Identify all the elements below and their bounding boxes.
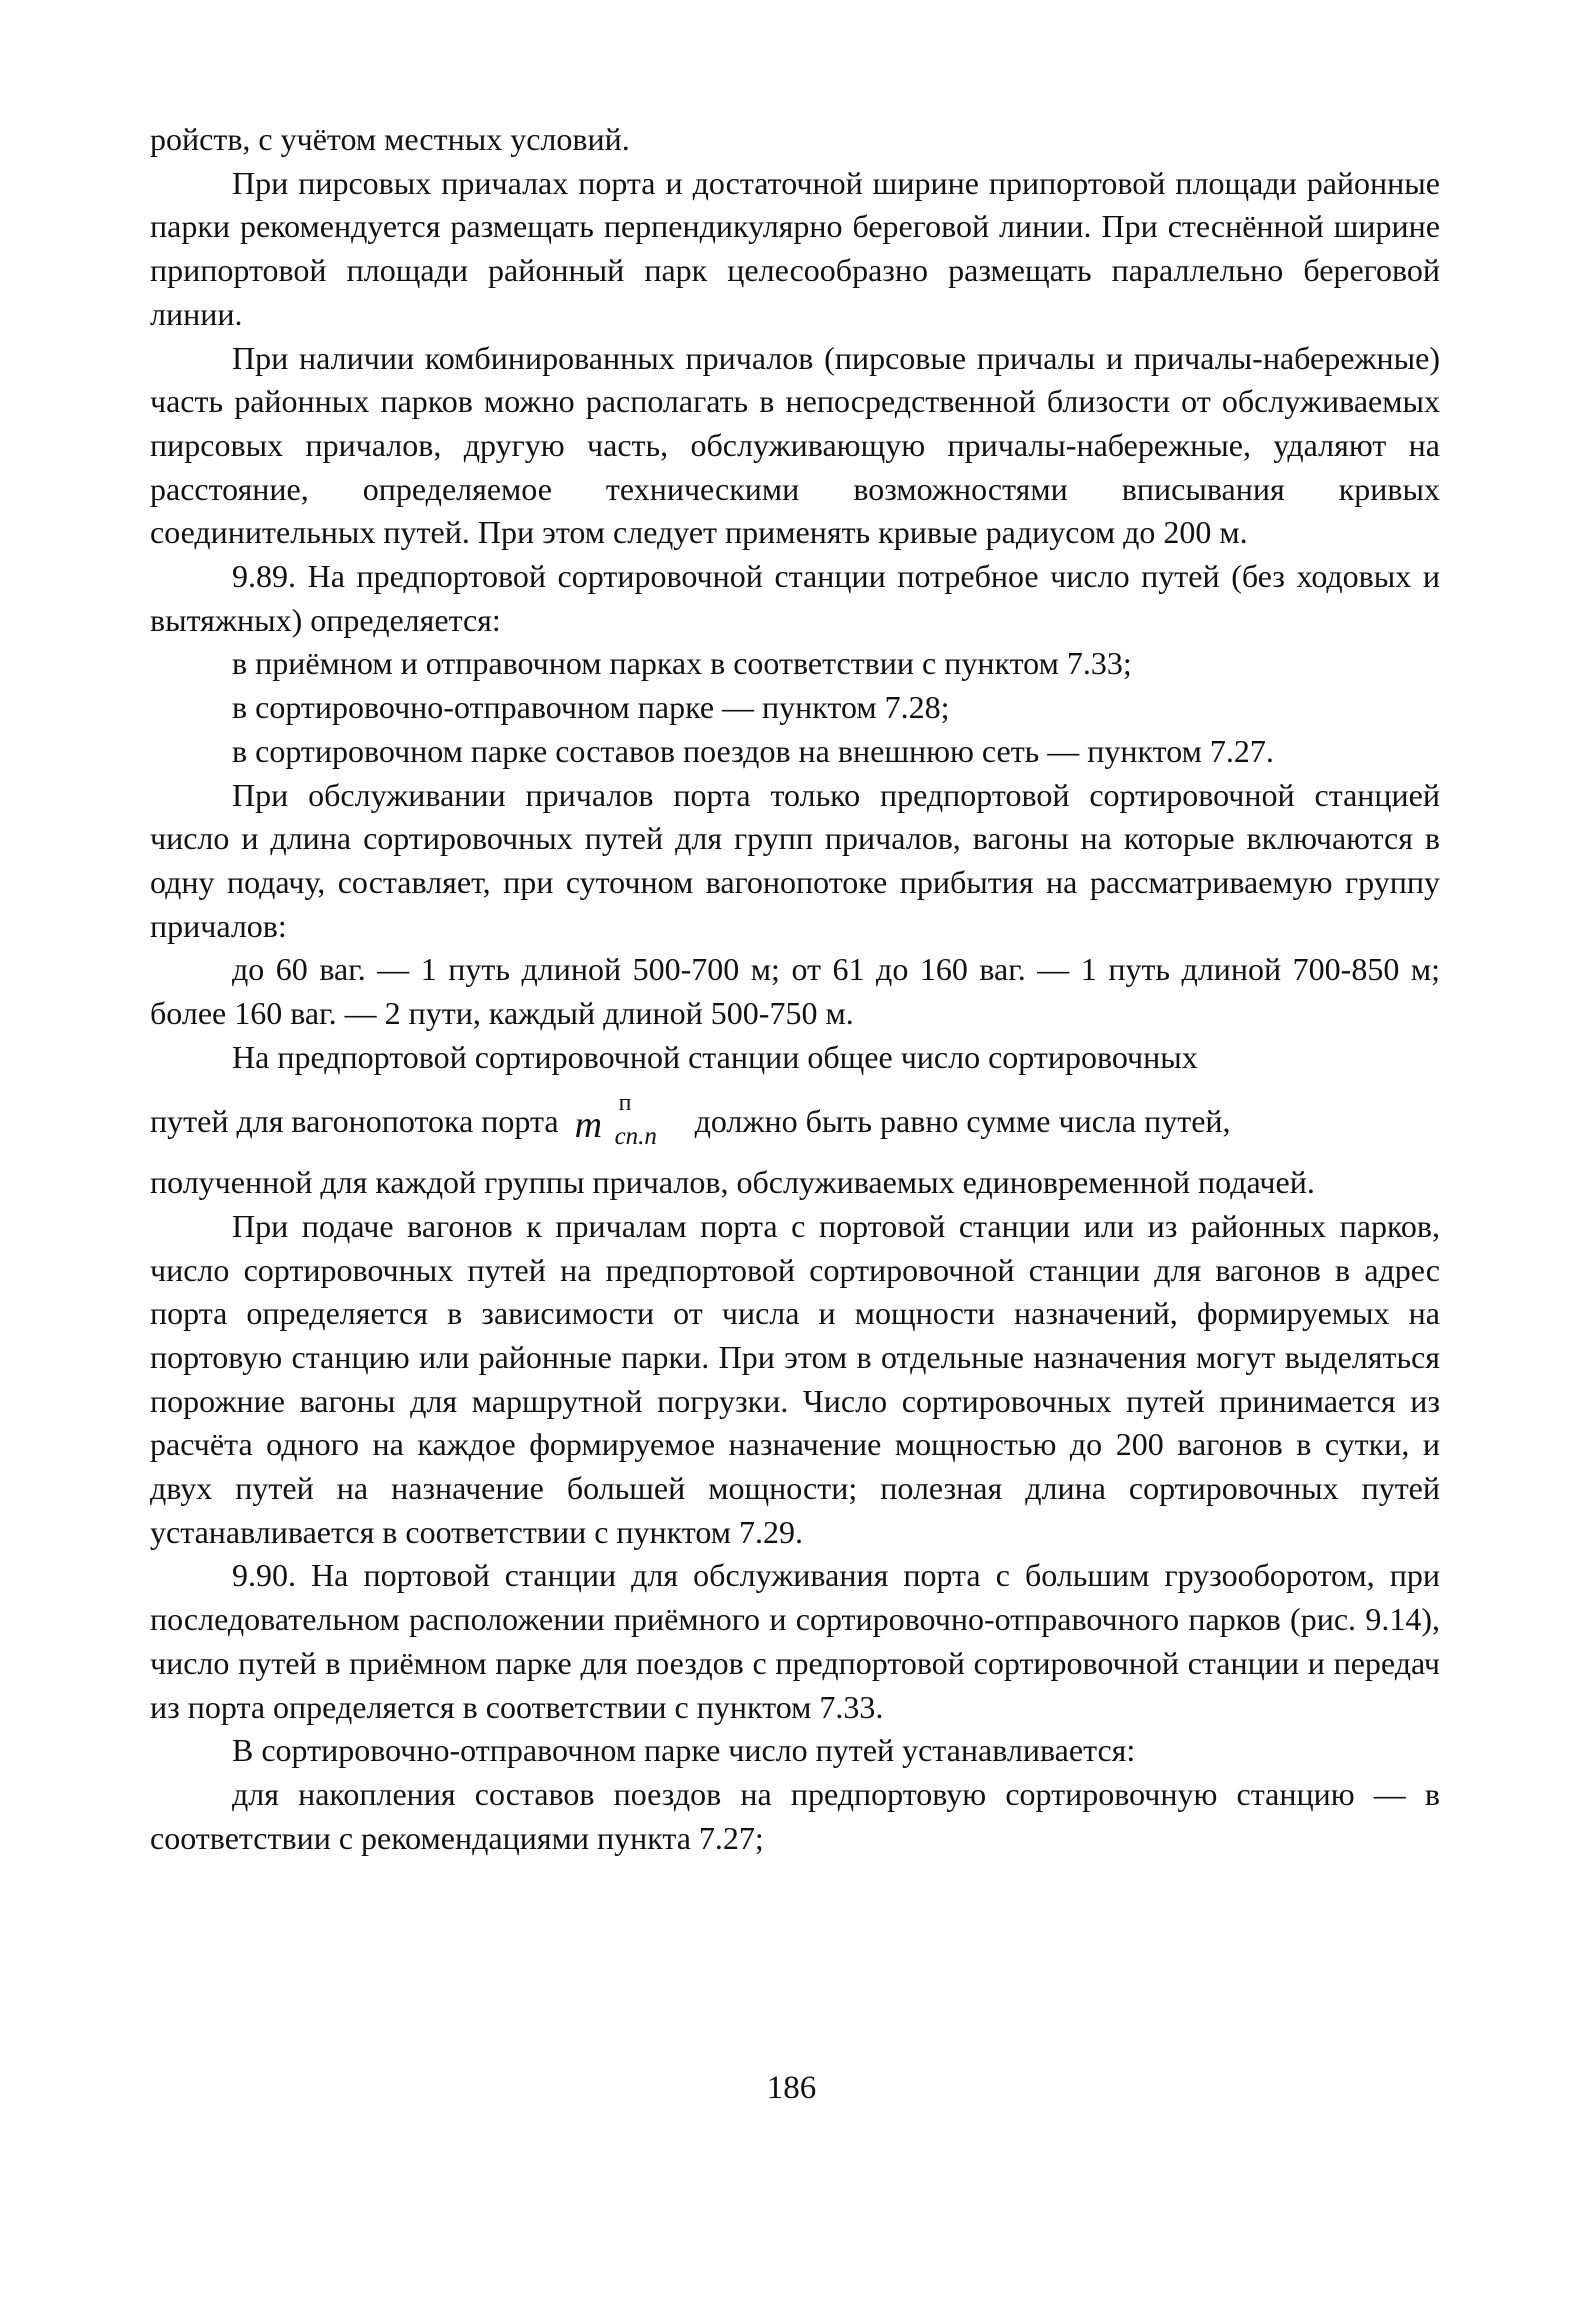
paragraph-pier-berths: При пирсовых причалах порта и достаточной ширине припортовой площади районные парки рекомендуется размещать перпендикулярно береговой линии. При стеснённой ширине припортовой площади районный парк целесообразно размещать параллельно береговой линии.	[150, 164, 1440, 332]
paragraph-combined-berths: При наличии комбинированных причалов (пирсовые причалы и причалы-набережные) часть районных парков можно располагать в непосредственной близости от обслуживаемых пирсовых причалов, другую часть, обслуживающую причалы-набережные, удаляют на расстояние, определяемое техническими возможностями вписывания кривых соединительных путей. При этом следует применять кривые радиусом до 200 м.	[150, 339, 1440, 551]
paragraph-total-tracks-rest: полученной для каждой группы причалов, обслуживаемых единовременной подачей.	[150, 1164, 1315, 1201]
list-item-sorting-park: в сортировочном парке составов поездов на внешнюю сеть — пунктом 7.27.	[232, 732, 1274, 769]
paragraph-berth-service: При обслуживании причалов порта только предпортовой сортировочной станцией число и длина сортировочных путей для групп причалов, вагоны на которые включаются в одну подачу, составляет, при суточном вагонопотоке прибытия на рассматриваемую группу причалов:	[150, 776, 1440, 944]
formula-superscript: п	[618, 1090, 632, 1117]
paragraph-sorting-departure-count: В сортировочно-отправочном парке число путей устанавливается:	[232, 1732, 1136, 1769]
paragraph-section-9-89: 9.89. На предпортовой сортировочной станции потребное число путей (без ходовых и вытяжных) определяется:	[150, 558, 1440, 638]
list-item-receiving-park: в приёмном и отправочном парках в соответствии с пунктом 7.33;	[232, 645, 1132, 682]
paragraph-track-lengths: до 60 ваг. — 1 путь длиной 500-700 м; от 61 до 160 ваг. — 1 путь длиной 700-850 м; более 160 ваг. — 2 пути, каждый длиной 500-750 м.	[150, 951, 1440, 1032]
formula-m-sp-p	[567, 1090, 687, 1153]
paragraph-total-tracks-line1: На предпортовой сортировочной станции общее число сортировочных	[232, 1038, 1198, 1075]
paragraph-continuation: ройств, с учётом местных условий.	[150, 121, 630, 157]
formula-base: m	[574, 1104, 603, 1147]
formula-line-after: должно быть равно сумме числа путей,	[694, 1103, 1231, 1140]
paragraph-section-9-90: 9.90. На портовой станции для обслуживания порта с большим грузооборотом, при последовательном расположении приёмного и сортировочно-отправочного парков (рис. 9.14), число путей в приёмном парке для поездов с предпортовой сортировочной станции и передач из порта определяется в соответствии с пунктом 7.33.	[150, 1557, 1440, 1725]
page-body	[150, 118, 1440, 1860]
list-item-sorting-departure-park: в сортировочно-отправочном парке — пунктом 7.28;	[232, 689, 950, 726]
paragraph-wagon-supply: При подаче вагонов к причалам порта с портовой станции или из районных парков, число сортировочных путей на предпортовой сортировочной станции для вагонов в адрес порта определяется в зависимости от числа и мощности назначений, формируемых на портовую станцию или районные парки. При этом в отдельные назначения могут выделяться порожние вагоны для маршрутной погрузки. Число сортировочных путей принимается из расчёта одного на каждое формируемое назначение мощностью до 200 вагонов в сутки, и двух путей на назначение большей мощности; полезная длина сортировочных путей устанавливается в соответствии с пунктом 7.29.	[150, 1207, 1440, 1550]
formula-line	[150, 1091, 1440, 1153]
formula-line-before: путей для вагонопотока порта	[150, 1103, 559, 1140]
formula-subscript: сп.п	[614, 1123, 657, 1151]
page-number: 186	[766, 2070, 817, 2106]
paragraph-accumulation: для накопления составов поездов на предпортовую сортировочную станцию — в соответствии с рекомендациями пункта 7.27;	[150, 1775, 1440, 1856]
paragraph-total-tracks	[150, 1036, 1440, 1205]
